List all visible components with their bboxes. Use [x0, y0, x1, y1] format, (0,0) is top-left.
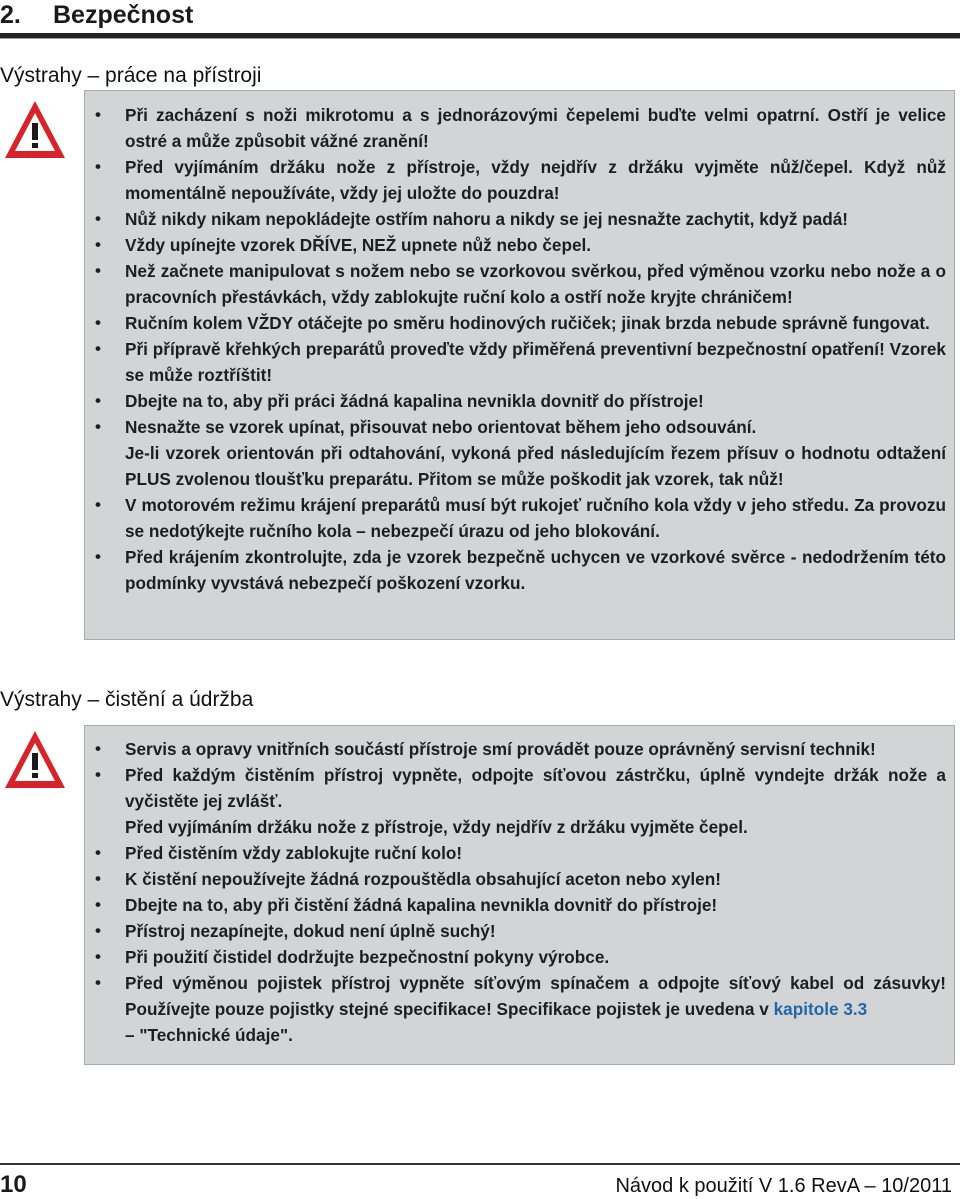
chapter-title: Bezpečnost — [53, 1, 194, 29]
chapter-number: 2. — [0, 1, 21, 29]
list-item-text-after: – "Technické údaje". — [125, 1025, 293, 1045]
list-item-text: Před výměnou pojistek přístroj vypněte síťovým spínačem a odpojte síťový kabel od zásuvky! Používejte pouze pojistky stejné specifikace! Specifikace pojistek je uvedena v — [125, 973, 946, 1019]
list-item: • Nůž nikdy nikam nepokládejte ostřím nahoru a nikdy se jej nesnažte zachytit, když padá! — [85, 206, 954, 232]
warning-triangle-icon — [2, 98, 68, 162]
list-item: • Před každým čistěním přístroj vypněte, odpojte síťovou zástrčku, úplně vyndejte držák nože a vyčistěte jej zvlášť. — [85, 762, 954, 814]
list-item: • K čistění nepoužívejte žádná rozpouštědla obsahující aceton nebo xylen! — [85, 866, 954, 892]
section-title-work: Výstrahy – práce na přístroji — [0, 64, 262, 87]
list-item: • Nesnažte se vzorek upínat, přisouvat nebo orientovat během jeho odsouvání. — [85, 414, 954, 440]
list-item-continuation: Je-li vzorek orientován při odtahování, vykoná před následujícím řezem přísuv o hodnotu odtažení PLUS zvolenou tloušťku preparátu. Přitom se může poškodit jak vzorek, tak nůž! — [125, 443, 946, 489]
page-number: 10 — [0, 1171, 27, 1198]
list-item: • Než začnete manipulovat s nožem nebo se vzorkovou svěrkou, před výměnou vzorku nebo nože a o pracovních přestávkách, vždy zablokujte ruční kolo a ostří nože kryjte chráničem! — [85, 258, 954, 310]
list-item: • Ručním kolem VŽDY otáčejte po směru hodinových ručiček; jinak brzda nebude správně fungovat. — [85, 310, 954, 336]
section-title-cleaning: Výstrahy – čistění a údržba — [0, 688, 254, 711]
list-item: • Při zacházení s noži mikrotomu a s jednorázovými čepelemi buďte velmi opatrní. Ostří je velice ostré a může způsobit vážné zranění! — [85, 102, 954, 154]
warnings-box-work — [84, 90, 955, 640]
list-item: • Při přípravě křehkých preparátů proveďte vždy přiměřená preventivní bezpečnostní opatření! Vzorek se může roztříštit! — [85, 336, 954, 388]
list-item: • Před krájením zkontrolujte, zda je vzorek bezpečně uchycen ve vzorkové svěrce - nedodržením této podmínky vyvstává nebezpečí poškození vzorku. — [85, 544, 954, 596]
footer-rule — [0, 1163, 960, 1165]
list-item — [85, 970, 954, 1048]
chapter-rule — [0, 33, 960, 39]
list-item: • Dbejte na to, aby při práci žádná kapalina nevnikla dovnitř do přístroje! — [85, 388, 954, 414]
manual-version: Návod k použití V 1.6 RevA – 10/2011 — [615, 1175, 952, 1197]
list-item: • V motorovém režimu krájení preparátů musí být rukojeť ručního kola vždy v jeho středu. Za provozu se nedotýkejte ručního kola – nebezpečí úrazu od jeho blokování. — [85, 492, 954, 544]
list-item: • Před vyjímáním držáku nože z přístroje, vždy nejdřív z držáku vyjměte nůž/čepel. Když nůž momentálně nepoužíváte, vždy jej uložte do pouzdra! — [85, 154, 954, 206]
list-item: • Dbejte na to, aby při čistění žádná kapalina nevnikla dovnitř do přístroje! — [85, 892, 954, 918]
list-item-continuation: Před vyjímáním držáku nože z přístroje, vždy nejdřív z držáku vyjměte čepel. — [125, 817, 748, 837]
chapter-link[interactable]: kapitole 3.3 — [773, 999, 868, 1019]
list-item: • Servis a opravy vnitřních součástí přístroje smí provádět pouze oprávněný servisní technik! — [85, 736, 954, 762]
warnings-box-cleaning — [84, 725, 955, 1065]
warning-triangle-icon — [2, 728, 68, 792]
list-item: • Vždy upínejte vzorek DŘÍVE, NEŽ upnete nůž nebo čepel. — [85, 232, 954, 258]
list-item: • Přístroj nezapínejte, dokud není úplně suchý! — [85, 918, 954, 944]
list-item: • Před čistěním vždy zablokujte ruční kolo! — [85, 840, 954, 866]
list-item: • Při použití čistidel dodržujte bezpečnostní pokyny výrobce. — [85, 944, 954, 970]
